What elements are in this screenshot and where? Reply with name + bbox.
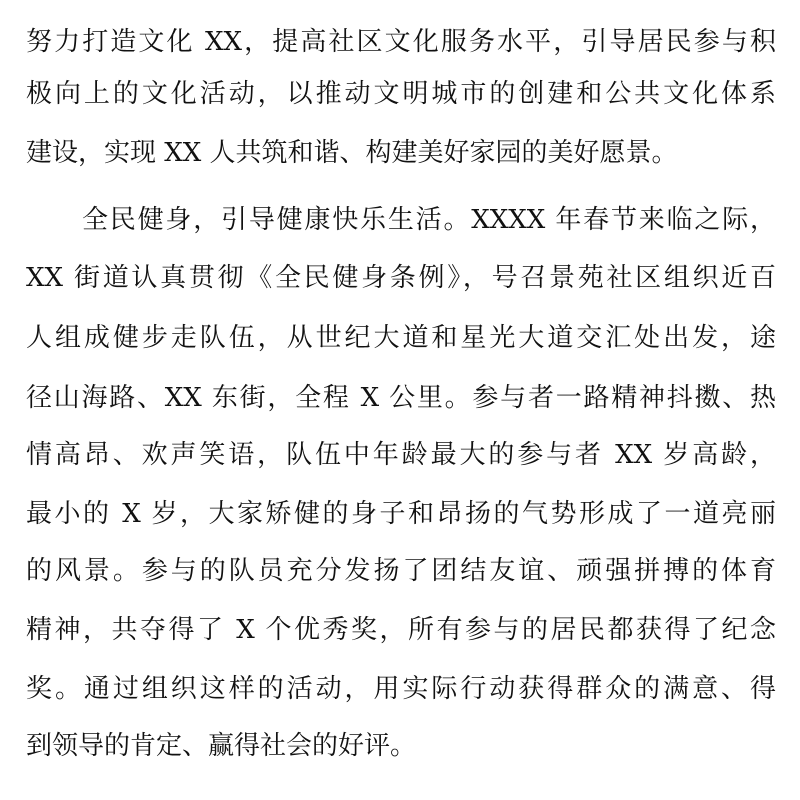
paragraph-2-line-4: 径山海路、XX 东街，全程 X 公里。参与者一路精神抖擞、热 bbox=[26, 383, 776, 413]
paragraph-2-line-3: 人组成健步走队伍，从世纪大道和星光大道交汇处出发，途 bbox=[26, 323, 776, 353]
paragraph-2-line-6: 最小的 X 岁，大家矫健的身子和昂扬的气势形成了一道亮丽 bbox=[26, 499, 776, 529]
paragraph-2-line-2: XX 街道认真贯彻《全民健身条例》，号召景苑社区组织近百 bbox=[26, 263, 776, 293]
paragraph-1-line-1: 努力打造文化 XX，提高社区文化服务水平，引导居民参与积 bbox=[26, 27, 776, 57]
paragraph-1-line-2: 极向上的文化活动，以推动文明城市的创建和公共文化体系 bbox=[26, 79, 776, 109]
paragraph-2-line-9: 奖。通过组织这样的活动，用实际行动获得群众的满意、得 bbox=[26, 674, 776, 704]
paragraph-2-line-8: 精神，共夺得了 X 个优秀奖，所有参与的居民都获得了纪念 bbox=[26, 615, 776, 645]
paragraph-2-line-10: 到领导的肯定、赢得社会的好评。 bbox=[26, 731, 417, 761]
paragraph-2-line-1: 全民健身，引导健康快乐生活。XXXX 年春节来临之际， bbox=[82, 205, 776, 235]
paragraph-1-line-3: 建设，实现 XX 人共筑和谐、构建美好家园的美好愿景。 bbox=[26, 138, 678, 168]
paragraph-2-line-5: 情高昂、欢声笑语，队伍中年龄最大的参与者 XX 岁高龄， bbox=[26, 440, 776, 470]
paragraph-2-line-7: 的风景。参与的队员充分发扬了团结友谊、顽强拼搏的体育 bbox=[26, 556, 776, 586]
